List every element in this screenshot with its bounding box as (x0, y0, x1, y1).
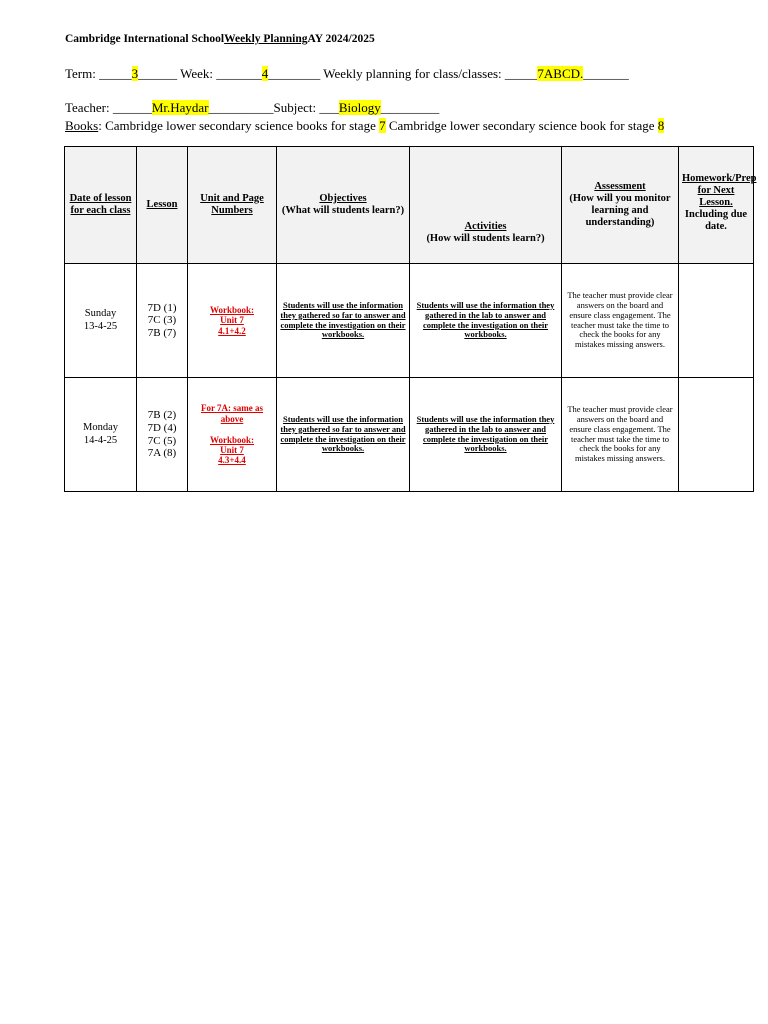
subject-label: Subject: (273, 100, 320, 115)
books-line (65, 118, 664, 134)
books-stage-2: 8 (657, 118, 665, 133)
header-unit: Unit and Page Numbers (188, 147, 277, 264)
term-blank-post: ______ (138, 66, 178, 81)
classes-value: 7ABCD. (537, 66, 584, 81)
table-row (65, 264, 754, 378)
classes-blank-post: _______ (583, 66, 629, 81)
term-label: Term: (65, 66, 100, 81)
school-name: Cambridge International School (65, 33, 225, 45)
teacher-blank-post: __________ (208, 100, 274, 115)
term-value: 3 (131, 66, 139, 81)
books-text-2: Cambridge lower secondary science book for stage (385, 118, 658, 133)
term-week-line (65, 66, 629, 82)
classes-label: Weekly planning for class/classes: (320, 66, 505, 81)
cell-activities: Students will use the information they gathered in the lab to answer and complete the investigation on their workbooks. (410, 264, 562, 378)
document-title (65, 33, 375, 45)
cell-lesson: 7B (2) 7D (4) 7C (5) 7A (8) (137, 378, 188, 492)
teacher-blank-pre: ______ (112, 100, 152, 115)
classes-blank-pre: _____ (504, 66, 538, 81)
week-value: 4 (261, 66, 269, 81)
cell-assessment: The teacher must provide clear answers on the board and ensure class engagement. The teacher must take the time to check the books for any mistakes missing answers. (562, 378, 679, 492)
cell-assessment: The teacher must provide clear answers on the board and ensure class engagement. The teacher must take the time to check the books for any mistakes missing answers. (562, 264, 679, 378)
academic-year: AY 2024/2025 (307, 33, 375, 45)
header-homework: Homework/Prep for Next Lesson. Including due date. (679, 147, 754, 264)
subject-value: Biology (338, 100, 381, 115)
cell-homework (679, 378, 754, 492)
header-activities: Activities (How will students learn?) (410, 147, 562, 264)
plan-title: Weekly Planning (224, 33, 308, 45)
cell-date: Sunday 13-4-25 (65, 264, 137, 378)
term-blank-pre: _____ (99, 66, 132, 81)
cell-unit: Workbook: Unit 7 4.1+4.2 (188, 264, 277, 378)
week-label: Week: (177, 66, 217, 81)
cell-unit: For 7A: same as above Workbook: Unit 7 4.3+4.4 (188, 378, 277, 492)
planning-table (64, 146, 757, 492)
cell-homework (679, 264, 754, 378)
books-label: Books (65, 118, 99, 133)
week-blank-post: ________ (268, 66, 321, 81)
header-lesson: Lesson (137, 147, 188, 264)
books-stage-1: 7 (379, 118, 386, 133)
cell-activities: Students will use the information they gathered in the lab to answer and complete the investigation on their workbooks. (410, 378, 562, 492)
teacher-subject-line (65, 100, 439, 116)
subject-blank-post: _________ (380, 100, 440, 115)
header-objectives: Objectives (What will students learn?) (277, 147, 410, 264)
header-assessment: Assessment (How will you monitor learning and understanding) (562, 147, 679, 264)
cell-objectives: Students will use the information they gathered so far to answer and complete the investigation on their workbooks. (277, 378, 410, 492)
header-date: Date of lesson for each class (65, 147, 137, 264)
table-header-row (65, 147, 754, 264)
books-text-1: : Cambridge lower secondary science books for stage (98, 118, 380, 133)
table-row (65, 378, 754, 492)
cell-objectives: Students will use the information they gathered so far to answer and complete the investigation on their workbooks. (277, 264, 410, 378)
cell-lesson: 7D (1) 7C (3) 7B (7) (137, 264, 188, 378)
teacher-label: Teacher: (65, 100, 113, 115)
week-blank-pre: _______ (216, 66, 262, 81)
subject-blank-pre: ___ (319, 100, 339, 115)
cell-date: Monday 14-4-25 (65, 378, 137, 492)
teacher-value: Mr.Haydar (151, 100, 209, 115)
